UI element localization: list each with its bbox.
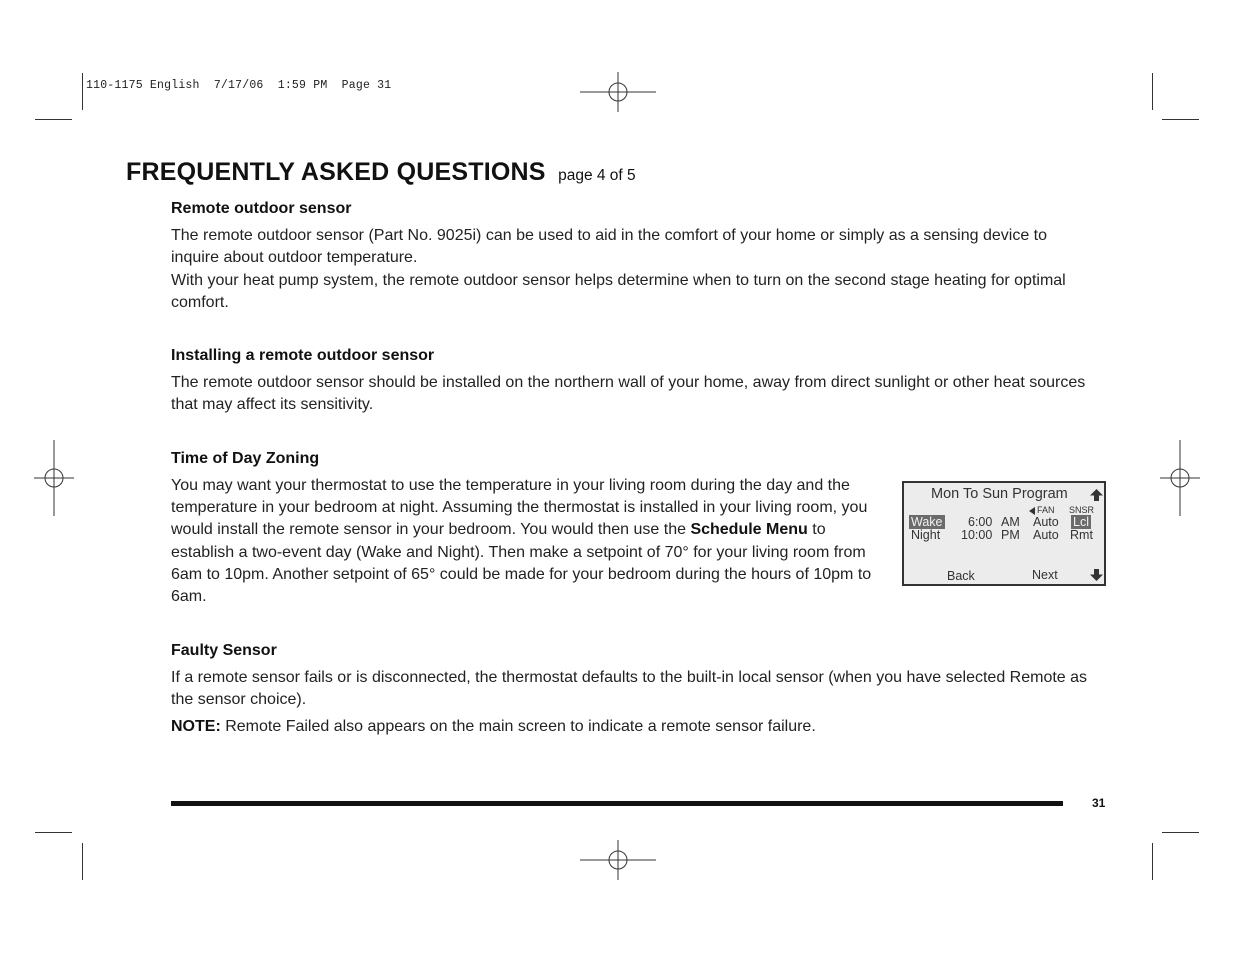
lcd-fan-wake: Auto (1033, 515, 1059, 529)
note-paragraph (171, 716, 1096, 738)
section-paragraph (171, 475, 893, 609)
section-remote-sensor (171, 198, 1096, 314)
lcd-fan-night: Auto (1033, 528, 1059, 542)
section-paragraph: The remote outdoor sensor should be installed on the northern wall of your home, away from direct sunlight or other heat sources that may affect its sensitivity. (171, 374, 1086, 414)
registration-mark-icon (1160, 440, 1200, 516)
lcd-back-label: Back (947, 569, 975, 583)
print-slug: 110-1175 English 7/17/06 1:59 PM Page 31 (86, 79, 392, 92)
lcd-event-night: Night (911, 528, 941, 542)
note-text: Remote Failed also appears on the main screen to indicate a remote sensor failure. (220, 718, 816, 736)
section-paragraph: If a remote sensor fails or is disconnected, the thermostat defaults to the built-in local sensor (when you have selected Remote as the sensor choice). (171, 668, 1088, 708)
crop-mark-tr-v (1152, 73, 1153, 110)
arrow-up-icon (1090, 489, 1103, 501)
lcd-sensor-wake: Lcl (1073, 515, 1089, 529)
lcd-ampm-wake: AM (1001, 515, 1020, 529)
section-heading: Faulty Sensor (171, 641, 277, 659)
crop-mark-br-h (1162, 832, 1199, 833)
section-heading: Remote outdoor sensor (171, 200, 352, 217)
lcd-title: Mon To Sun Program (931, 486, 1068, 502)
section-heading: Installing a remote outdoor sensor (171, 347, 435, 365)
crop-mark-br-v (1152, 843, 1153, 880)
crop-mark-bl-h (35, 832, 72, 833)
section-paragraph: The remote outdoor sensor (Part No. 9025i) can be used to aid in the comfort of your home or simply as a sensing device to inquire about outdoor temperature. (171, 227, 1048, 267)
lcd-next-label: Next (1032, 568, 1058, 582)
lcd-fan-label: FAN (1037, 505, 1055, 515)
lcd-ampm-night: PM (1001, 528, 1020, 542)
section-heading: Time of Day Zoning (171, 449, 320, 467)
crop-mark-tl-v (82, 73, 83, 110)
thermostat-lcd-screen (902, 481, 1106, 586)
paragraph-text: to establish a two-event day (Wake and Night). Then make a setpoint of 70° for your living room from 6am to 10pm. Another setpoint of 65° could be made for your bedroom during the hours of 10pm to 6am. (171, 521, 872, 606)
lcd-time-wake: 6:00 (968, 515, 993, 529)
registration-mark-icon (34, 440, 74, 516)
paragraph-text: You may want your thermostat to use the temperature in your living room during the day and the temperature in your bedroom at night. Assuming the thermostat is installed in your living room, you would install the remote sensor in your bedroom. You would then use the (171, 476, 868, 539)
section-faulty-sensor (171, 640, 1096, 739)
page-title-main: FREQUENTLY ASKED QUESTIONS (126, 158, 546, 186)
crop-mark-tr-h (1162, 119, 1199, 120)
registration-mark-icon (580, 72, 656, 112)
page-number: 31 (1092, 796, 1106, 810)
page-title (126, 158, 636, 187)
page-indicator: page 4 of 5 (558, 167, 636, 184)
triangle-left-icon (1029, 507, 1035, 515)
crop-mark-bl-v (82, 843, 83, 880)
crop-mark-tl-h (35, 119, 72, 120)
lcd-time-night: 10:00 (961, 528, 993, 542)
section-installing-sensor (171, 345, 1096, 417)
lcd-snsr-label: SNSR (1069, 505, 1095, 515)
footer-rule (171, 801, 1063, 806)
faq-content (171, 198, 1096, 738)
arrow-down-icon (1090, 569, 1103, 581)
note-label: NOTE: (171, 718, 221, 736)
section-paragraph: With your heat pump system, the remote outdoor sensor helps determine when to turn on the second stage heating for optimal comfort. (171, 271, 1066, 311)
lcd-sensor-night: Rmt (1070, 528, 1093, 542)
schedule-menu-term: Schedule Menu (690, 521, 808, 539)
lcd-event-wake: Wake (911, 515, 943, 529)
registration-mark-icon (580, 840, 656, 880)
